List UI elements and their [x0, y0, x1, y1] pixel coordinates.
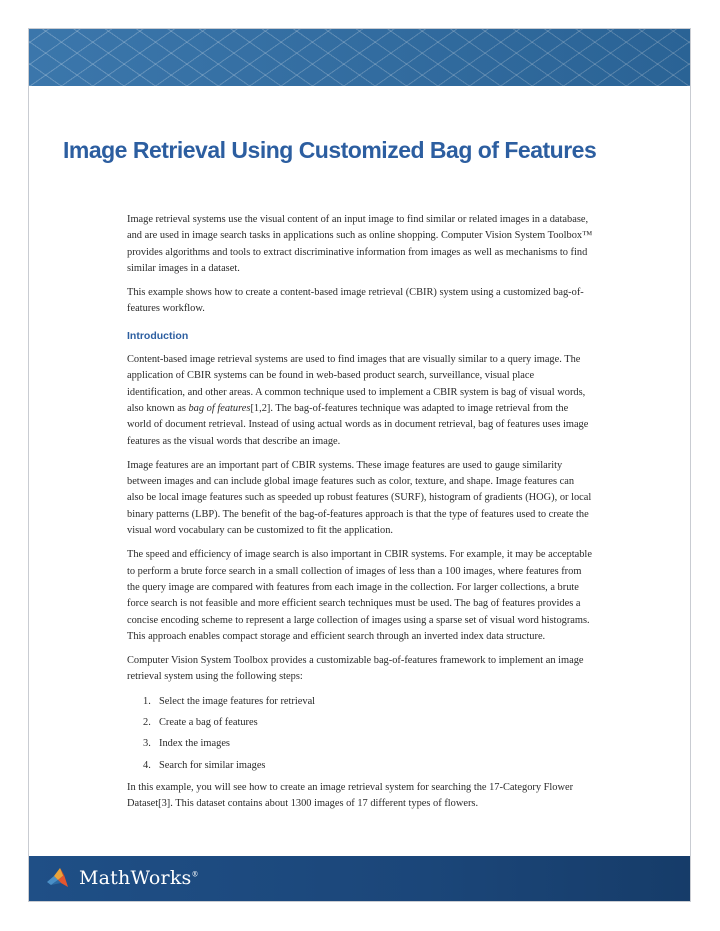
intro-text-italic: bag of features — [188, 402, 251, 414]
step-text: Search for similar images — [159, 759, 266, 771]
registered-mark: ® — [191, 870, 199, 879]
list-item — [143, 715, 593, 731]
intro-text-before: Content-based image retrieval systems are used to find images that are visually similar to a query image. The application of CBIR systems can be found in web-based product search, surveillance, visual place identification, and other areas. A common technique used to implement a CBIR system is bag of visual words, also known as — [127, 354, 586, 414]
steps-list — [127, 694, 593, 774]
step-text: Create a bag of features — [159, 717, 258, 729]
step-text: Index the images — [159, 738, 230, 750]
mathworks-wordmark — [79, 867, 199, 889]
step-number: 4. — [143, 759, 151, 771]
intro-paragraph-2: This example shows how to create a content-based image retrieval (CBIR) system using a customized bag-of-features workflow. — [127, 287, 584, 315]
intro-text-after: [1,2]. The bag-of-features technique was adapted to image retrieval from the world of document retrieval. Instead of using actual words as in document retrieval, bag of features uses image features as the visual words that describe an image. — [127, 402, 589, 447]
document-page — [28, 28, 691, 902]
list-item — [143, 758, 593, 774]
step-number: 3. — [143, 738, 151, 750]
step-text: Select the image features for retrieval — [159, 695, 316, 707]
introduction-paragraph-1 — [127, 352, 593, 450]
body-paragraph-framework: Computer Vision System Toolbox provides a customizable bag-of-features framework to implement an image retrieval system using the following steps: — [127, 655, 584, 683]
page-title: Image Retrieval Using Customized Bag of Features — [63, 137, 597, 163]
footer-band — [29, 856, 690, 901]
closing-paragraph: In this example, you will see how to create an image retrieval system for searching the 17-Category Flower Dataset[3]. This dataset contains about 1300 images of 17 different types of flowers. — [127, 781, 574, 810]
list-item — [143, 694, 593, 710]
step-number: 1. — [143, 695, 151, 707]
step-number: 2. — [143, 717, 151, 729]
logo-text: MathWorks — [79, 867, 192, 889]
document-body — [127, 212, 593, 821]
mathworks-membrane-icon — [45, 865, 73, 891]
section-heading-introduction: Introduction — [127, 329, 189, 342]
body-paragraph-features: Image features are an important part of CBIR systems. These image features are used to gauge similarity between images and can include global image features such as color, texture, and shape. Image features can also be local image features such as speeded up robust features (SURF), histogram of gradients (HOG), or local binary patterns (LBP). The benefit of the bag-of-features approach is that the type of features used to create the visual word vocabulary can be customized to fit the application. — [127, 459, 592, 537]
header-banner — [29, 29, 690, 86]
mathworks-logo — [45, 863, 199, 893]
body-paragraph-speed: The speed and efficiency of image search is also important in CBIR systems. For example, it may be acceptable to perform a brute force search in a small collection of images of less than a 100 images, where features from the query image are compared with features from each image in the collection. For larger collections, a brute force search is not feasible and more efficient search techniques must be used. The bag of features provides a concise encoding scheme to represent a large collection of images using a sparse set of visual word histograms. This approach enables compact storage and efficient search through an inverted index data structure. — [127, 549, 592, 642]
list-item — [143, 736, 593, 752]
intro-paragraph-1: Image retrieval systems use the visual content of an input image to find similar or related images in a database, and are used in image search tasks in applications such as online shopping. Computer Vision System Toolbox™ provides algorithms and tools to extract discriminative information from images as well as mechanisms to find similar images in a dataset. — [127, 214, 593, 274]
